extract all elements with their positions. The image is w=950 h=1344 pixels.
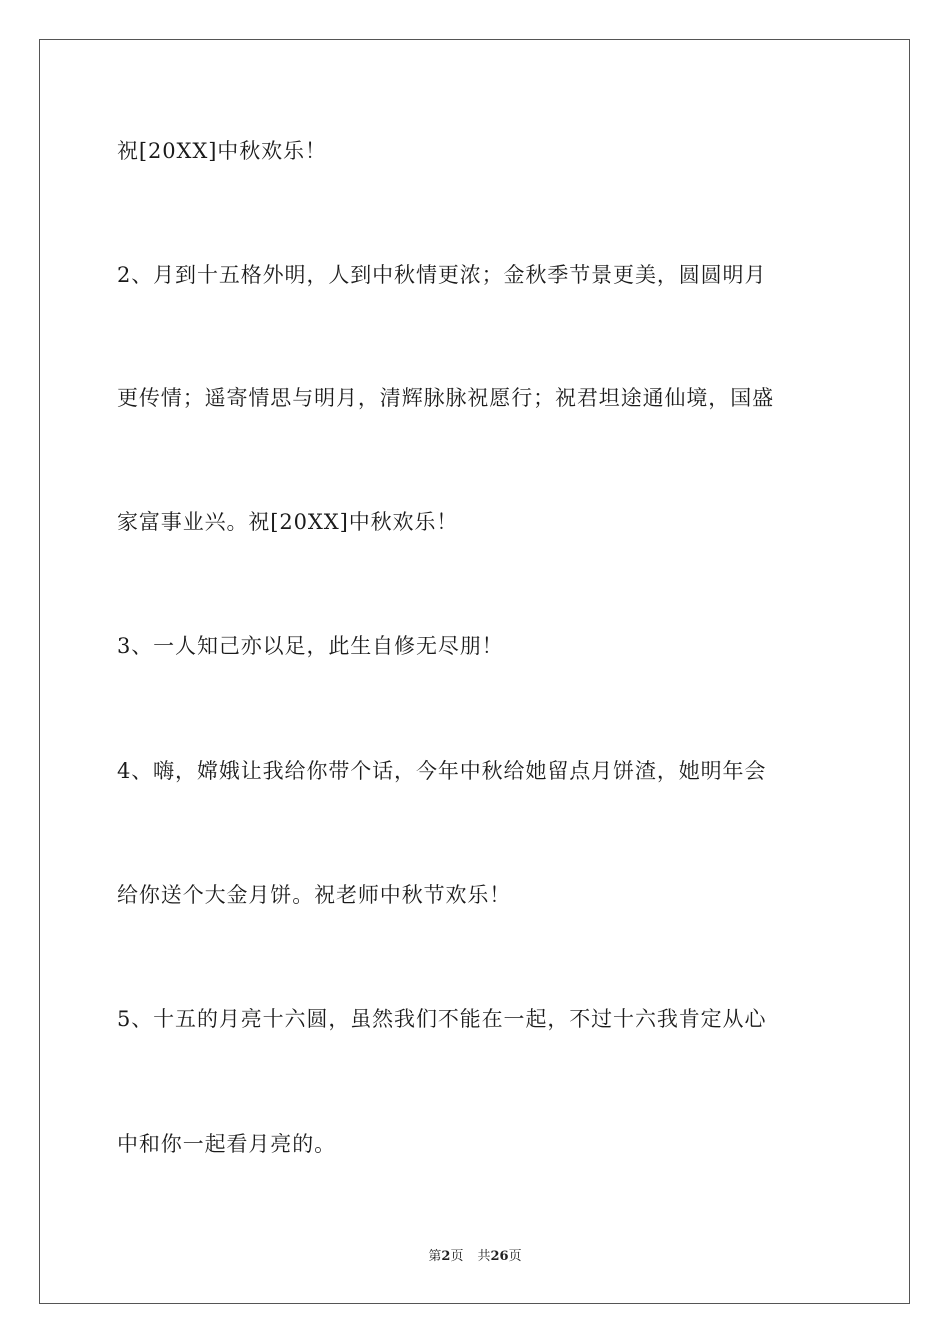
body-line-3: 更传情；遥寄情思与明月，清辉脉脉祝愿行；祝君坦途通仙境，国盛 (117, 386, 774, 410)
body-line-5: 3、一人知己亦以足，此生自修无尽朋！ (117, 634, 504, 658)
page-suffix: 页 (450, 1249, 464, 1264)
page-border (39, 39, 910, 1304)
page-prefix: 第 (428, 1249, 442, 1264)
page-number: 2 (441, 1249, 451, 1264)
body-line-2: 2、月到十五格外明，人到中秋情更浓；金秋季节景更美，圆圆明月 (117, 263, 767, 287)
total-pages: 26 (490, 1249, 509, 1264)
total-suffix: 页 (508, 1249, 522, 1264)
body-line-4: 家富事业兴。祝[20XX]中秋欢乐！ (117, 510, 459, 534)
page-footer (0, 1248, 950, 1266)
body-line-8: 5、十五的月亮十六圆，虽然我们不能在一起，不过十六我肯定从心 (117, 1007, 767, 1031)
total-prefix: 共 (477, 1249, 491, 1264)
body-line-6: 4、嗨，嫦娥让我给你带个话，今年中秋给她留点月饼渣，她明年会 (117, 759, 767, 783)
body-line-1: 祝[20XX]中秋欢乐！ (117, 139, 327, 163)
body-line-9: 中和你一起看月亮的。 (117, 1132, 336, 1156)
body-line-7: 给你送个大金月饼。祝老师中秋节欢乐！ (117, 883, 512, 907)
